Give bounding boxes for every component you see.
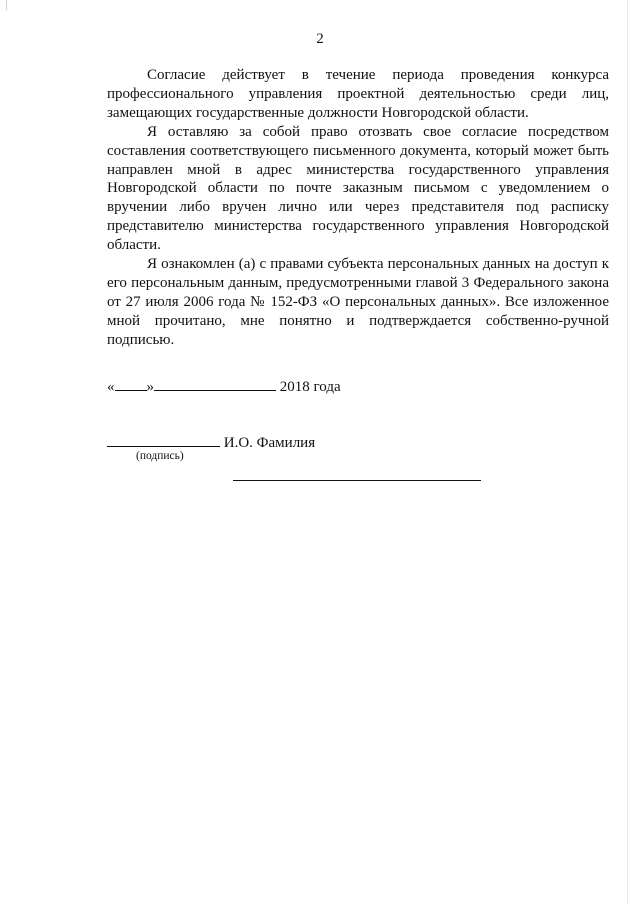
paragraph-validity: Согласие действует в течение периода проведения конкурса профессионального управления проектной деятельностью среди лиц, замещающих государственные должности Новгородской области. (107, 67, 609, 121)
paragraph-acknowledgement: Я ознакомлен (а) с правами субъекта персональных данных на доступ к его персональным данным, предусмотренными главой 3 Федерального закона от 27 июля 2006 года № 152-ФЗ «О персональных данных». Все изложенное мной прочитано, мне понятно и подтверждается собственно-ручной подписью. (107, 256, 609, 348)
end-rule (233, 480, 481, 481)
paragraph-revocation: Я оставляю за собой право отозвать свое согласие посредством составления соответствующего письменного документа, который может быть направлен мной в адрес министерства государственного управления Новгородской области по почте заказным письмом с уведомлением о вручении либо вручен лично или через представителя под расписку представителю министерства государственного управления Новгородской области. (107, 123, 609, 254)
consent-text (107, 66, 609, 350)
signature-caption: (подпись) (136, 450, 184, 462)
date-line (107, 378, 341, 396)
signature-blank (107, 434, 220, 447)
signatory-name: И.О. Фамилия (223, 435, 316, 451)
month-blank (154, 378, 276, 391)
page-number: 2 (316, 31, 324, 47)
scan-corner-mark (6, 0, 7, 10)
scan-edge-mark (627, 0, 628, 905)
year-text: 2018 года (279, 379, 341, 395)
date-close-quote: » (146, 379, 154, 395)
day-blank (115, 378, 147, 391)
date-open-quote: « (107, 379, 115, 395)
